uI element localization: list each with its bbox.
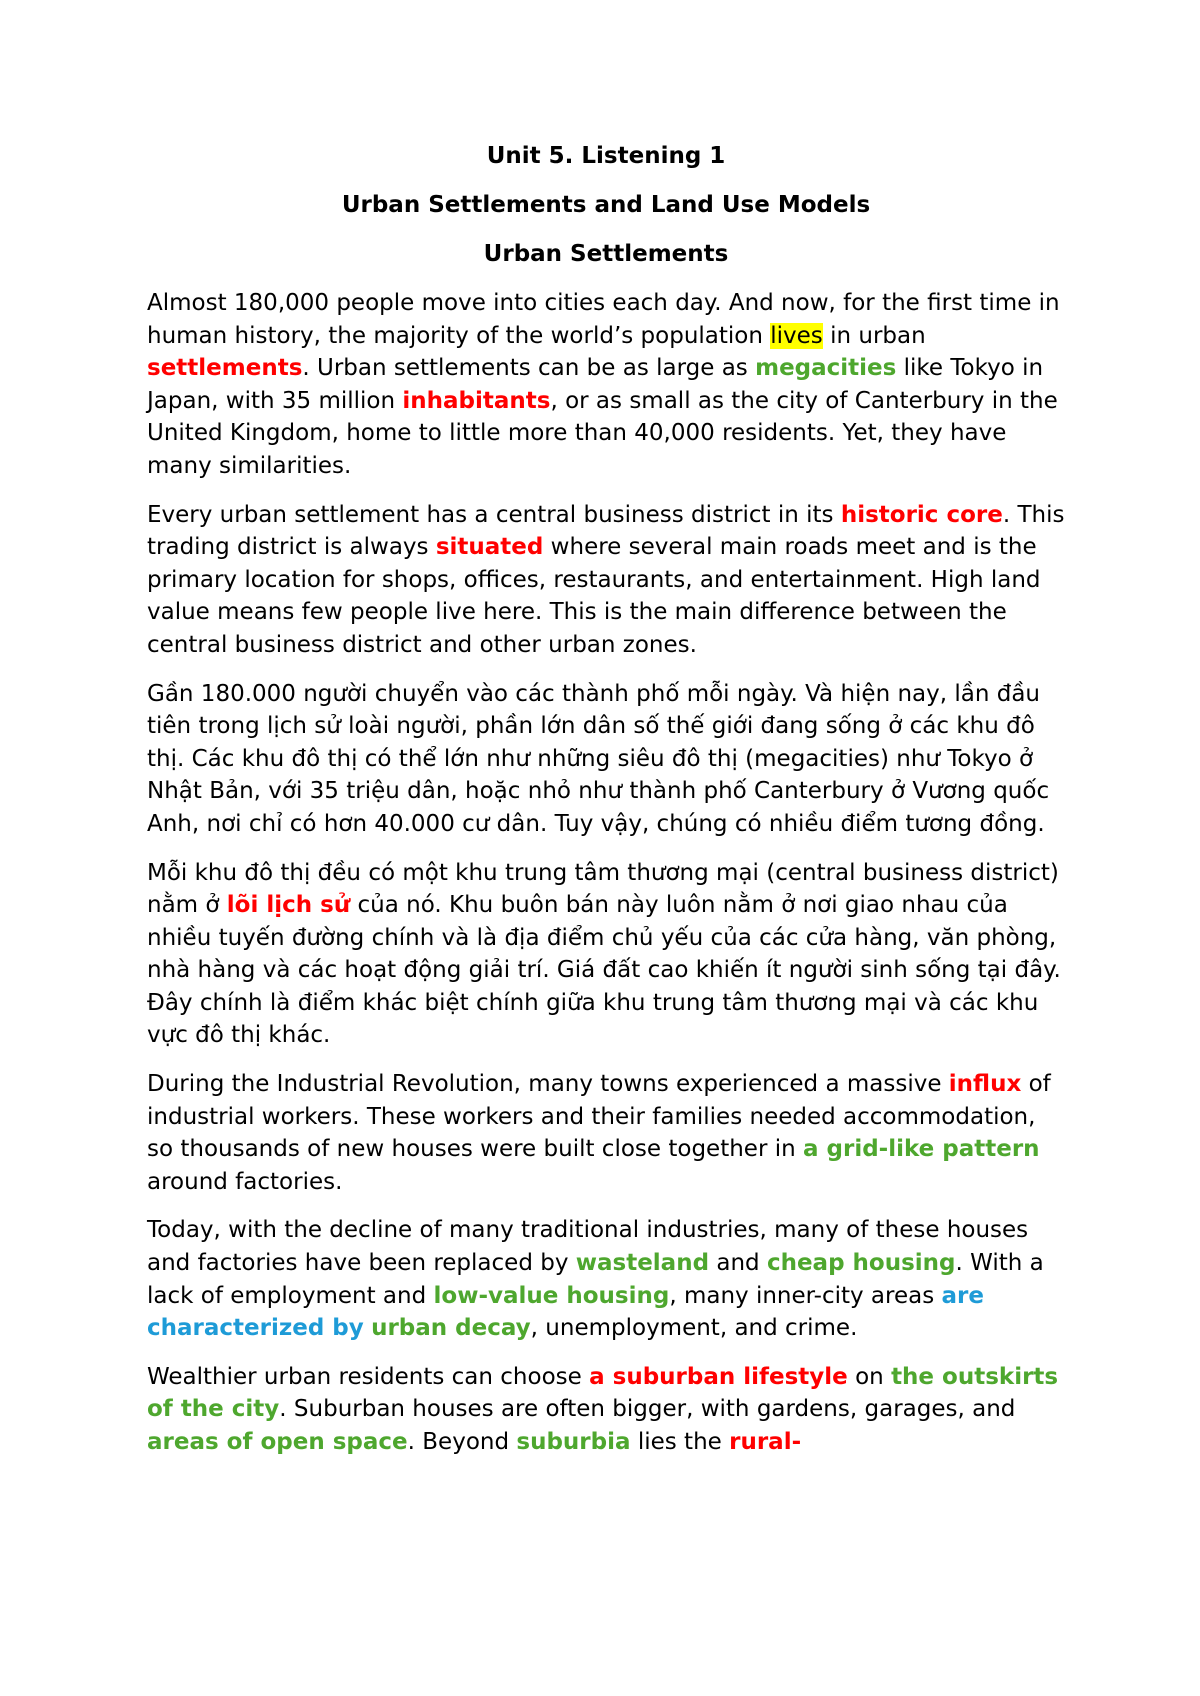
key-term-red: historic core xyxy=(840,501,1003,528)
text-run: , unemployment, and crime. xyxy=(530,1315,858,1342)
text-run: Mỗi khu đô thị đều có một khu trung tâm thương mại (central business district) nằm ở xyxy=(147,859,1059,919)
key-term-green: low-value housing xyxy=(433,1282,670,1309)
lesson-title: Urban Settlements and Land Use Models xyxy=(341,192,871,218)
text-run: . Urban settlements can be as large as xyxy=(302,355,756,382)
key-term-blue: are characterized by xyxy=(147,1282,984,1342)
paragraph-p5 xyxy=(147,1068,1065,1198)
highlighted-word: lives xyxy=(770,322,823,349)
text-run: During the Industrial Revolution, many towns experienced a massive xyxy=(147,1071,949,1098)
key-term-green: urban decay xyxy=(371,1315,531,1342)
key-term-red: lõi lịch sử xyxy=(226,892,351,919)
text-run xyxy=(364,1315,371,1341)
paragraph-p2 xyxy=(147,499,1065,662)
text-run: Wealthier urban residents can choose xyxy=(147,1363,590,1390)
key-term-green: the outskirts of the city xyxy=(147,1363,1059,1423)
paragraph-p7 xyxy=(147,1361,1065,1459)
text-run: . This trading district is always xyxy=(147,501,1065,561)
text-run: around factories. xyxy=(147,1168,343,1195)
text-run: and xyxy=(709,1250,767,1277)
key-term-green: wasteland xyxy=(575,1250,710,1277)
text-run: Every urban settlement has a central business district in its xyxy=(147,501,841,528)
text-run: lies the xyxy=(630,1429,730,1455)
key-term-red: inhabitants xyxy=(402,387,551,414)
text-run: , many inner-city areas xyxy=(669,1282,942,1309)
key-term-green: cheap housing xyxy=(766,1250,956,1277)
unit-heading: Unit 5. Listening 1 xyxy=(486,143,726,169)
body-text xyxy=(147,287,1065,1459)
key-term-green: a grid-like pattern xyxy=(802,1136,1040,1163)
key-term-red: situated xyxy=(435,534,544,561)
key-term-green: megacities xyxy=(755,355,897,382)
text-run: on xyxy=(847,1363,892,1390)
key-term-red: influx xyxy=(948,1071,1022,1098)
paragraph-p6 xyxy=(147,1214,1065,1344)
text-run: Almost 180,000 people move into cities each day. And now, for the first time in human history, the majority of the world’s population xyxy=(147,290,1060,349)
text-run: Today, with the decline of many traditional industries, many of these houses and factories have been replaced by xyxy=(147,1217,1029,1277)
text-run: Gần 180.000 người chuyển vào các thành phố mỗi ngày. Và hiện nay, lần đầu tiên trong lịch sử loài người, phần lớn dân số thế giới đang sống ở các khu đô thị. Các khu đô thị có thể lớn như những siêu đô thị (megacities) như Tokyo ở Nhật Bản, với 35 triệu dân, hoặc nhỏ như thành phố Canterbury ở Vương quốc Anh, nơi chỉ có hơn 40.000 cư dân. Tuy vậy, chúng có nhiều điểm tương đồng. xyxy=(147,680,1050,837)
key-term-green: areas of open space xyxy=(147,1429,408,1455)
paragraph-p4 xyxy=(147,857,1065,1053)
section-heading: Urban Settlements xyxy=(483,241,729,267)
text-run: like Tokyo in Japan, with 35 million xyxy=(147,355,1044,414)
key-term-green: suburbia xyxy=(516,1429,631,1455)
paragraph-p3 xyxy=(147,678,1065,841)
text-run: where several main roads meet and is the primary location for shops, offices, restaurants, and entertainment. High land value means few people live here. This is the main difference between the central business district and other urban zones. xyxy=(147,534,1041,658)
paragraph-p1 xyxy=(147,287,1065,483)
text-run: . Beyond xyxy=(407,1429,517,1455)
text-run: . With a lack of employment and xyxy=(147,1250,1044,1309)
text-run: , or as small as the city of Canterbury in the United Kingdom, home to little more than 40,000 residents. Yet, they have many similarities. xyxy=(147,387,1058,479)
key-term-red: a suburban lifestyle xyxy=(589,1363,848,1390)
key-term-red: settlements xyxy=(147,355,303,382)
key-term-red: rural- xyxy=(729,1429,802,1455)
text-run: của nó. Khu buôn bán này luôn nằm ở nơi giao nhau của nhiều tuyến đường chính và là địa điểm chủ yếu của các cửa hàng, văn phòng, nhà hàng và các hoạt động giải trí. Giá đất cao khiến ít người sinh sống tại đây. Đây chính là điểm khác biệt chính giữa khu trung tâm thương mại và các khu vực đô thị khác. xyxy=(147,892,1061,1049)
document-page xyxy=(147,140,1065,1475)
text-run: of industrial workers. These workers and their families needed accommodation, so thousands of new houses were built close together in xyxy=(147,1071,1051,1163)
text-run: . Suburban houses are often bigger, with gardens, garages, and xyxy=(279,1396,1016,1423)
text-run: in urban xyxy=(822,322,926,349)
